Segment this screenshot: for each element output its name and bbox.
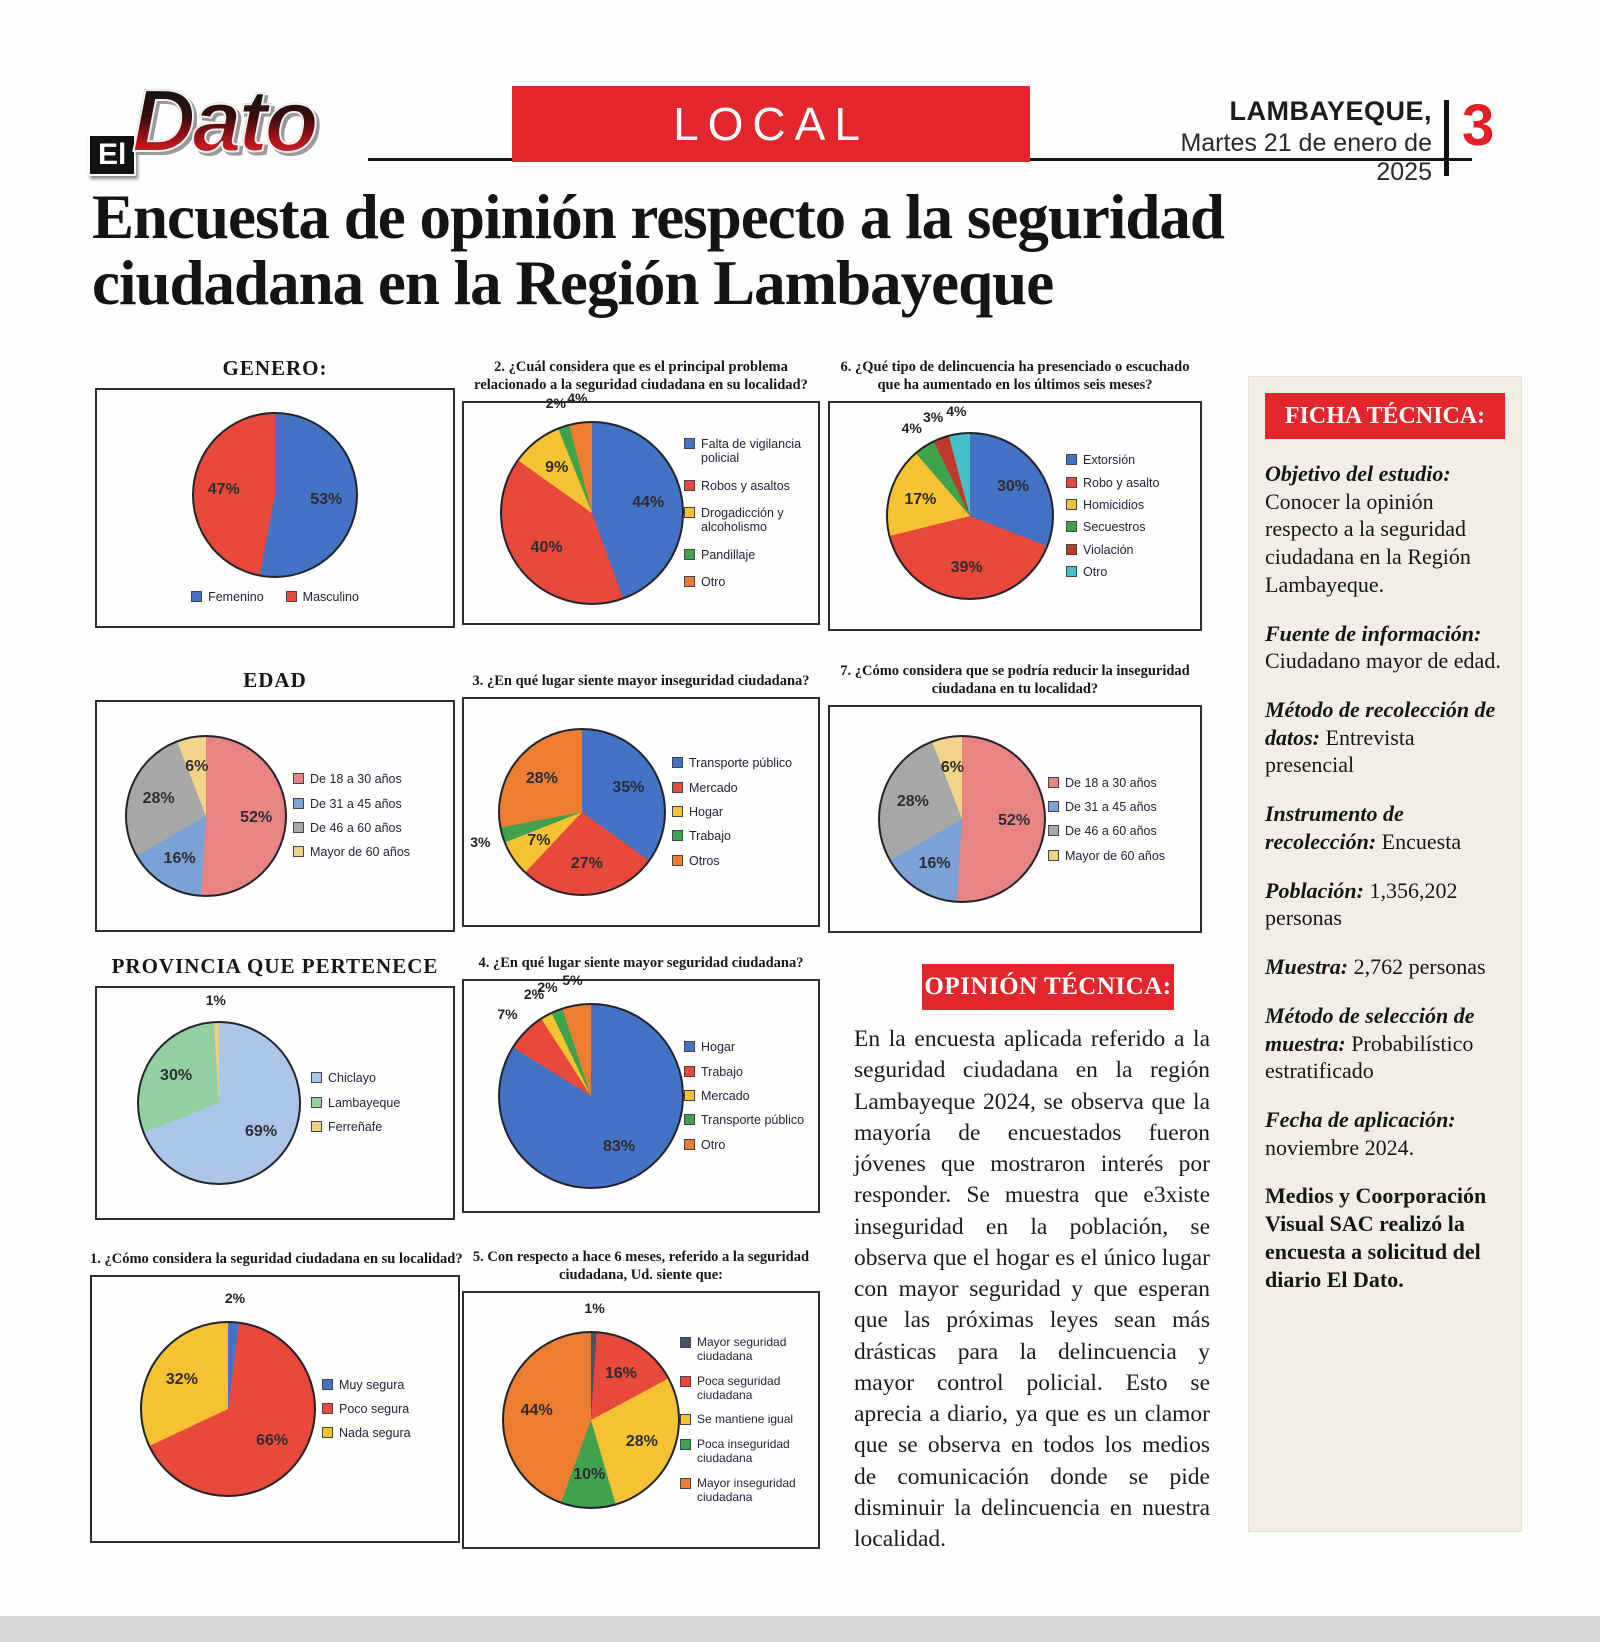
pie-q3	[470, 728, 666, 896]
legend-swatch	[684, 438, 695, 449]
chart-title: GENERO:	[222, 356, 328, 380]
chart-q6	[828, 358, 1202, 631]
legend-label: Secuestros	[1083, 520, 1146, 535]
ficha-item-value: Medios y Coorporación Visual SAC realizó la encuesta a solicitud del diario El Dato.	[1265, 1183, 1487, 1292]
legend-item	[1066, 453, 1182, 467]
ficha-item	[1265, 953, 1505, 981]
pie-shape	[140, 1321, 316, 1497]
legend-item	[684, 437, 810, 466]
legend-label: De 46 a 60 años	[1065, 824, 1157, 839]
section-banner	[512, 86, 1030, 162]
legend-item	[191, 590, 264, 604]
legend-label: Mayor inseguridad ciudadana	[697, 1475, 796, 1504]
pie-q4	[497, 972, 684, 1189]
pie-slice-label: 1%	[205, 991, 226, 1008]
legend-swatch	[680, 1414, 691, 1425]
ficha-item-value: 1,356,202 personas	[1265, 877, 1458, 931]
ficha-tecnica-items	[1265, 460, 1505, 1293]
chart-box	[462, 697, 820, 927]
legend-item	[1048, 849, 1188, 863]
legend-item	[1066, 498, 1182, 512]
opinion-tecnica-body: En la encuesta aplicada referido a la seguridad ciudadana en la región Lambayeque 2024, se observa que la mayoría de encuestados fueron jóvenes que mostraron interés por responder. Se muestra que e3xiste inseguridad en la población, se observa que el hogar es el único lugar con mayor seguridad y que esperan que las próximas leyes sean más drásticas para la delincuencia y mayor control policial. Esto se aprecia a diario, ya que es un clamor que se observa en todos los medios de comunicación donde se pide disminuir la delincuencia en nuestra localidad.	[854, 1026, 1210, 1552]
ficha-item-value: Conocer la opinión respecto a la seguridad ciudadana en la Región Lambayeque.	[1265, 488, 1471, 597]
ficha-tecnica-panel	[1248, 376, 1522, 1532]
legend-swatch	[684, 1139, 695, 1150]
legend-swatch	[672, 830, 683, 841]
chart-legend	[1048, 776, 1188, 864]
ficha-item	[1265, 800, 1505, 855]
pie-slice-label: 28%	[142, 790, 175, 808]
legend-swatch	[1048, 801, 1059, 812]
dateline-date: Martes 21 de enero de 2025	[1180, 129, 1432, 186]
legend-item	[322, 1378, 444, 1392]
legend-swatch	[684, 1066, 695, 1077]
legend-swatch	[322, 1403, 333, 1414]
pie-slice-label: 3%	[922, 409, 944, 426]
pie-slice-label: 16%	[163, 849, 196, 867]
pie-slice-label: 6%	[940, 759, 964, 777]
legend-label: Mayor de 60 años	[310, 845, 411, 860]
legend-label: Transporte público	[701, 1113, 805, 1128]
page-number: 3	[1462, 93, 1495, 158]
legend-swatch	[684, 507, 695, 518]
chart-legend	[684, 437, 810, 590]
pie-slice-label: 28%	[525, 769, 558, 787]
legend-swatch	[1066, 521, 1077, 532]
legend-item	[680, 1375, 812, 1403]
legend-swatch	[322, 1427, 333, 1438]
legend-label: Ferreñafe	[328, 1120, 383, 1135]
page-bottom-strip	[0, 1616, 1600, 1642]
legend-label: Transporte público	[689, 756, 793, 771]
pie-slice-label: 53%	[310, 490, 343, 508]
legend-item	[680, 1336, 812, 1364]
pie-slice-label: 4%	[901, 419, 922, 436]
legend-item	[322, 1426, 444, 1440]
legend-label: Mercado	[689, 780, 738, 795]
logo-dato-text: Dato	[132, 71, 316, 170]
page-number-divider	[1444, 100, 1449, 176]
legend-item	[684, 1065, 810, 1079]
pie-shape	[500, 421, 684, 605]
legend-swatch	[191, 591, 202, 602]
chart-q2	[462, 358, 820, 625]
chart-title: 3. ¿En qué lugar siente mayor inseguridad ciudadana?	[472, 673, 810, 689]
legend-swatch	[311, 1121, 322, 1132]
legend-swatch	[322, 1379, 333, 1390]
legend-label: Poco segura	[339, 1401, 410, 1416]
legend-label: Otros	[689, 853, 720, 868]
ficha-item	[1265, 1182, 1505, 1293]
pie-provincia	[137, 991, 301, 1185]
ficha-item-value: Encuesta	[1381, 828, 1462, 854]
ficha-item-value: 2,762 personas	[1353, 954, 1486, 980]
chart-legend	[1066, 453, 1182, 579]
ficha-item-label: Fecha de aplicación:	[1265, 1106, 1456, 1132]
legend-swatch	[672, 806, 683, 817]
legend-item	[1066, 565, 1182, 579]
legend-label: Chiclayo	[328, 1071, 376, 1086]
legend-swatch	[1066, 544, 1077, 555]
legend-label: Masculino	[302, 589, 359, 604]
legend-swatch	[680, 1478, 691, 1489]
legend-item	[672, 805, 808, 819]
legend-item	[322, 1402, 444, 1416]
chart-legend	[680, 1336, 812, 1504]
chart-q1	[90, 1250, 463, 1543]
pie-slice-label: 10%	[573, 1466, 606, 1484]
legend-label: Mayor seguridad ciudadana	[697, 1335, 787, 1363]
pie-slice-label: 1%	[584, 1300, 605, 1317]
dateline	[1160, 96, 1432, 187]
pie-q2	[500, 390, 684, 605]
chart-box	[95, 388, 455, 628]
pie-slice-label: 2%	[537, 979, 558, 996]
pie-slice-label: 2%	[523, 985, 545, 1002]
chart-box	[462, 390, 820, 625]
legend-item	[1048, 800, 1188, 814]
chart-legend	[672, 756, 808, 868]
legend-item	[684, 575, 810, 589]
chart-title: 6. ¿Qué tipo de delincuencia ha presenciado o escuchado que ha aumentado en los últimos seis meses?	[840, 359, 1190, 394]
pie-slice-label: 44%	[632, 494, 665, 512]
legend-item	[672, 781, 808, 795]
legend-item	[684, 1138, 810, 1152]
legend-label: De 18 a 30 años	[1065, 775, 1157, 790]
ficha-item-value: Probabilístico estratificado	[1265, 1030, 1474, 1084]
legend-swatch	[1066, 477, 1077, 488]
legend-item	[311, 1120, 439, 1134]
ficha-item	[1265, 620, 1505, 675]
legend-label: Lambayeque	[328, 1095, 401, 1110]
pie-slice-label: 17%	[904, 491, 937, 509]
legend-swatch	[1048, 777, 1059, 788]
legend-swatch	[293, 846, 304, 857]
legend-label: De 31 a 45 años	[1065, 799, 1157, 814]
pie-slice-label: 4%	[567, 390, 588, 407]
chart-title: EDAD	[243, 668, 307, 692]
legend-swatch	[684, 480, 695, 491]
ficha-item	[1265, 877, 1505, 932]
pie-slice-label: 7%	[497, 1005, 518, 1022]
legend-swatch	[1066, 566, 1077, 577]
ficha-item	[1265, 1002, 1505, 1085]
legend-swatch	[672, 855, 683, 866]
dateline-place: LAMBAYEQUE,	[1229, 96, 1432, 126]
pie-slice-label: 4%	[946, 403, 967, 420]
chart-q5	[462, 1248, 820, 1549]
ficha-item-value: Ciudadano mayor de edad.	[1265, 648, 1501, 674]
chart-legend	[311, 1071, 439, 1134]
ficha-item-label: Población:	[1265, 877, 1370, 903]
article-headline: Encuesta de opinión respecto a la seguridad ciudadana en la Región Lambayeque	[92, 182, 1224, 319]
pie-slice-label: 28%	[625, 1432, 658, 1450]
chart-q3	[462, 672, 820, 927]
chart-box	[828, 705, 1202, 933]
legend-label: Poca seguridad ciudadana	[697, 1373, 781, 1402]
legend-label: Hogar	[701, 1040, 736, 1055]
ficha-item-label: Método de selección de muestra:	[1265, 1002, 1475, 1056]
legend-label: De 31 a 45 años	[310, 796, 402, 811]
ficha-item-value: noviembre 2024.	[1265, 1134, 1415, 1160]
legend-item	[684, 479, 810, 493]
legend-label: Poca inseguridad ciudadana	[697, 1437, 790, 1465]
pie-slice-label: 27%	[570, 854, 603, 872]
legend-item	[684, 1089, 810, 1103]
ficha-tecnica-title: FICHA TÉCNICA:	[1284, 402, 1486, 429]
pie-shape	[498, 1003, 684, 1189]
pie-slice-label: 66%	[256, 1432, 289, 1450]
legend-label: Robo y asalto	[1083, 475, 1160, 490]
pie-slice-label: 52%	[998, 811, 1031, 829]
legend-label: Drogadicción y alcoholismo	[701, 506, 784, 535]
chart-edad	[95, 668, 455, 932]
legend-label: Robos y asaltos	[701, 478, 790, 493]
chart-title: 1. ¿Cómo considera la seguridad ciudadana en su localidad?	[90, 1251, 463, 1267]
pie-q6	[886, 403, 1054, 600]
chart-title: 5. Con respecto a hace 6 meses, referido a la seguridad ciudadana, Ud. siente que:	[472, 1249, 810, 1284]
legend-swatch	[684, 576, 695, 587]
legend-item	[680, 1477, 812, 1505]
pie-slice-label: 30%	[160, 1066, 193, 1084]
legend-label: Se mantiene igual	[697, 1412, 794, 1427]
pie-slice-label: 6%	[185, 757, 209, 775]
legend-item	[293, 821, 443, 835]
pie-slice-label: 69%	[245, 1122, 278, 1140]
pie-slice-label: 40%	[530, 538, 563, 556]
legend-swatch	[311, 1097, 322, 1108]
chart-legend	[191, 590, 359, 604]
pie-slice-label: 16%	[604, 1364, 637, 1382]
legend-swatch	[680, 1337, 691, 1348]
legend-label: Falta de vigilancia policial	[701, 436, 802, 466]
ficha-item-value: Entrevista presencial	[1265, 724, 1415, 778]
ficha-item	[1265, 696, 1505, 779]
legend-label: De 46 a 60 años	[310, 821, 402, 835]
legend-swatch	[672, 757, 683, 768]
legend-label: Otro	[1083, 565, 1108, 579]
legend-item	[311, 1096, 439, 1110]
ficha-item-label: Método de recolección de datos:	[1265, 697, 1496, 750]
opinion-tecnica-title: OPINIÓN TÉCNICA:	[924, 973, 1172, 1000]
chart-provincia	[95, 954, 455, 1220]
chart-box	[462, 1291, 820, 1549]
chart-box	[90, 1275, 460, 1543]
pie-slice-label: 52%	[240, 808, 273, 826]
pie-slice-label: 28%	[896, 792, 929, 810]
eldato-logo	[88, 71, 348, 184]
legend-label: Otro	[701, 1137, 726, 1152]
legend-label: Trabajo	[689, 829, 731, 844]
ficha-item	[1265, 1106, 1505, 1161]
legend-item	[1066, 520, 1182, 534]
legend-swatch	[293, 798, 304, 809]
chart-title: 7. ¿Cómo considera que se podría reducir la inseguridad ciudadana en tu localidad?	[840, 663, 1190, 698]
legend-label: Homicidios	[1083, 497, 1145, 512]
ficha-item-label: Fuente de información:	[1265, 620, 1482, 646]
logo-el-text: El	[88, 134, 136, 176]
legend-label: Mercado	[701, 1088, 750, 1103]
pie-q1	[140, 1290, 316, 1497]
legend-label: Muy segura	[339, 1377, 405, 1392]
legend-item	[1048, 824, 1188, 838]
pie-genero	[192, 412, 358, 578]
legend-label: Otro	[701, 575, 726, 590]
chart-title: PROVINCIA QUE PERTENECE	[111, 954, 439, 978]
legend-item	[684, 1113, 810, 1127]
legend-swatch	[684, 1041, 695, 1052]
chart-q4	[462, 954, 820, 1213]
legend-item	[286, 590, 359, 604]
legend-swatch	[680, 1376, 691, 1387]
legend-label: Violación	[1083, 542, 1134, 557]
legend-item	[311, 1071, 439, 1085]
legend-item	[672, 854, 808, 868]
legend-swatch	[293, 822, 304, 833]
pie-slice-label: 47%	[207, 480, 240, 498]
pie-shape	[137, 1021, 301, 1185]
chart-title: 4. ¿En qué lugar siente mayor seguridad ciudadana?	[478, 955, 804, 971]
legend-swatch	[286, 591, 297, 602]
legend-item	[680, 1438, 812, 1466]
pie-slice-label: 35%	[612, 779, 645, 797]
chart-title: 2. ¿Cuál considera que es el principal problema relacionado a la seguridad ciudadana en su localidad?	[474, 359, 808, 394]
legend-swatch	[684, 549, 695, 560]
legend-item	[1066, 543, 1182, 557]
pie-slice-label: 2%	[545, 395, 566, 412]
pie-slice-label: 39%	[950, 559, 983, 577]
chart-box	[95, 986, 455, 1220]
pie-slice-label: 5%	[562, 972, 583, 989]
ficha-item-label: Muestra:	[1265, 954, 1354, 980]
opinion-tecnica-banner	[922, 964, 1174, 1010]
legend-label: De 18 a 30 años	[310, 772, 402, 787]
legend-swatch	[680, 1439, 691, 1450]
legend-item	[1066, 476, 1182, 490]
legend-swatch	[1048, 850, 1059, 861]
ficha-tecnica-banner	[1265, 393, 1505, 439]
pie-slice-label: 9%	[545, 459, 569, 477]
pie-slice-label: 16%	[918, 854, 951, 872]
legend-swatch	[311, 1072, 322, 1083]
chart-box	[95, 700, 455, 932]
ficha-item	[1265, 460, 1505, 599]
legend-label: Femenino	[208, 589, 264, 604]
legend-item	[680, 1413, 812, 1427]
pie-q7	[878, 735, 1046, 903]
chart-legend	[684, 1040, 810, 1152]
legend-item	[293, 797, 443, 811]
legend-item	[684, 1040, 810, 1054]
legend-label: Mayor de 60 años	[1065, 848, 1166, 863]
chart-q7	[828, 662, 1202, 933]
legend-swatch	[293, 773, 304, 784]
legend-label: Nada segura	[339, 1426, 411, 1441]
legend-item	[672, 829, 808, 843]
pie-slice-label: 83%	[603, 1137, 636, 1155]
legend-item	[684, 506, 810, 535]
pie-slice-label: 2%	[224, 1290, 246, 1307]
legend-item	[1048, 776, 1188, 790]
pie-slice-label: 3%	[470, 833, 491, 850]
legend-item	[293, 845, 443, 859]
pie-edad	[125, 735, 287, 897]
legend-swatch	[684, 1090, 695, 1101]
legend-label: Extorsión	[1083, 453, 1136, 468]
ficha-item-label: Objetivo del estudio:	[1265, 461, 1451, 486]
pie-slice-label: 32%	[165, 1370, 198, 1388]
legend-label: Hogar	[689, 804, 724, 819]
legend-swatch	[684, 1114, 695, 1125]
chart-legend	[293, 772, 443, 860]
legend-item	[684, 548, 810, 562]
chart-box	[828, 401, 1202, 631]
legend-item	[293, 772, 443, 786]
pie-slice-label: 7%	[527, 832, 551, 850]
legend-swatch	[1066, 454, 1077, 465]
legend-swatch	[672, 782, 683, 793]
legend-label: Trabajo	[701, 1064, 743, 1079]
section-label: LOCAL	[673, 98, 869, 150]
ficha-item-label: Instrumento de recolección:	[1265, 801, 1404, 854]
legend-swatch	[1066, 499, 1077, 510]
chart-genero	[95, 356, 455, 628]
legend-label: Pandillaje	[701, 547, 756, 562]
pie-q5	[502, 1300, 680, 1509]
legend-item	[672, 756, 808, 770]
pie-slice-label: 44%	[520, 1401, 553, 1419]
pie-slice-label: 30%	[996, 477, 1030, 495]
chart-legend	[322, 1378, 444, 1441]
chart-box	[462, 972, 820, 1213]
legend-swatch	[1048, 825, 1059, 836]
